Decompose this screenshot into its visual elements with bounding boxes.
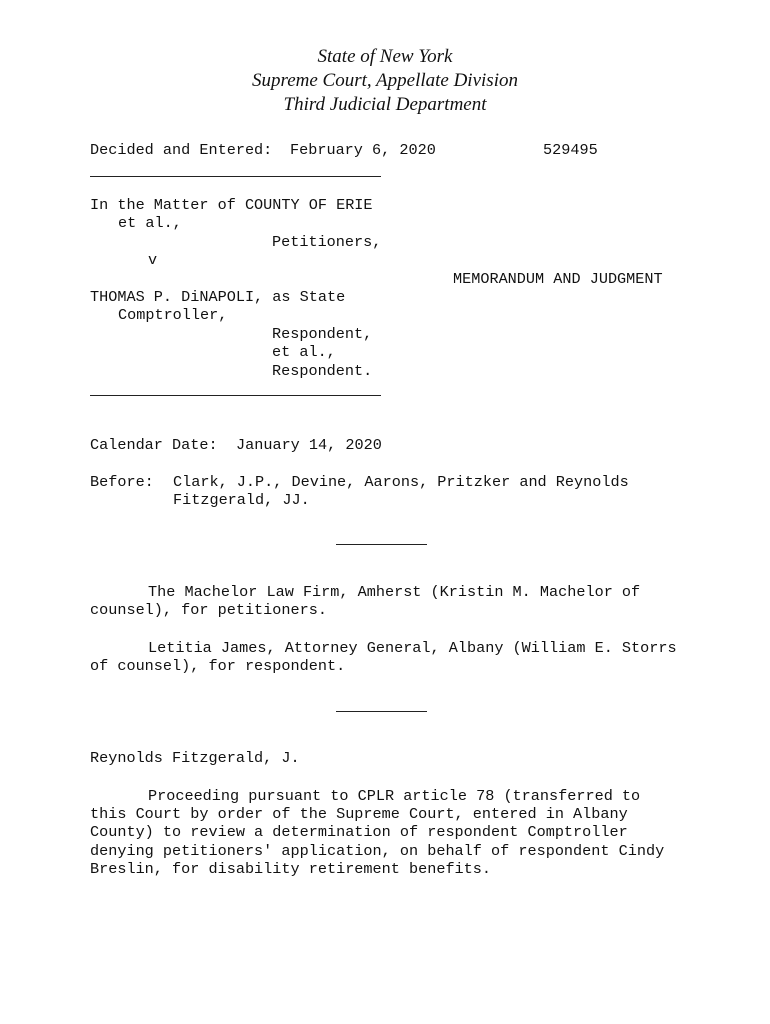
opinion-line: this Court by order of the Supreme Court, entered in Albany (90, 805, 628, 823)
bench-line: Clark, J.P., Devine, Aarons, Pritzker and Reynolds (173, 473, 629, 491)
decided-label: Decided and Entered: (90, 141, 273, 159)
document-title: MEMORANDUM AND JUDGMENT (453, 270, 663, 288)
opinion-line: denying petitioners' application, on behalf of respondent Cindy (90, 842, 665, 860)
caption-line: Respondent. (272, 362, 373, 380)
caption-line: v (148, 251, 158, 269)
opinion-line: County) to review a determination of respondent Comptroller (90, 823, 628, 841)
counsel-line: Letitia James, Attorney General, Albany (William E. Storrs (148, 639, 677, 657)
opinion-line: Breslin, for disability retirement benefits. (90, 860, 492, 878)
caption-line: et al., (272, 343, 336, 361)
caption-line: Petitioners, (272, 233, 382, 251)
opinion-author: Reynolds Fitzgerald, J. (90, 749, 300, 767)
caption-line: Respondent, (272, 325, 373, 343)
section-divider (336, 711, 427, 712)
caption-line: et al., (118, 214, 182, 232)
caption-bottom-rule (90, 395, 381, 396)
caption-line: In the Matter of COUNTY OF ERIE (90, 196, 373, 214)
calendar-label: Calendar Date: (90, 436, 218, 454)
opinion-line: Proceeding pursuant to CPLR article 78 (transferred to (148, 787, 641, 805)
caption-top-rule (90, 176, 381, 177)
docket-number: 529495 (543, 141, 598, 159)
counsel-line: counsel), for petitioners. (90, 601, 327, 619)
calendar-date: January 14, 2020 (236, 436, 382, 454)
decided-date: February 6, 2020 (290, 141, 436, 159)
section-divider (336, 544, 427, 545)
caption-line: Comptroller, (118, 306, 228, 324)
court-department: Third Judicial Department (283, 94, 487, 115)
caption-line: THOMAS P. DiNAPOLI, as State (90, 288, 346, 306)
counsel-line: The Machelor Law Firm, Amherst (Kristin M. Machelor of (148, 583, 641, 601)
court-name: Supreme Court, Appellate Division (252, 70, 518, 91)
bench-line: Fitzgerald, JJ. (173, 491, 310, 509)
before-label: Before: (90, 473, 154, 491)
court-state: State of New York (317, 46, 453, 67)
counsel-line: of counsel), for respondent. (90, 657, 346, 675)
